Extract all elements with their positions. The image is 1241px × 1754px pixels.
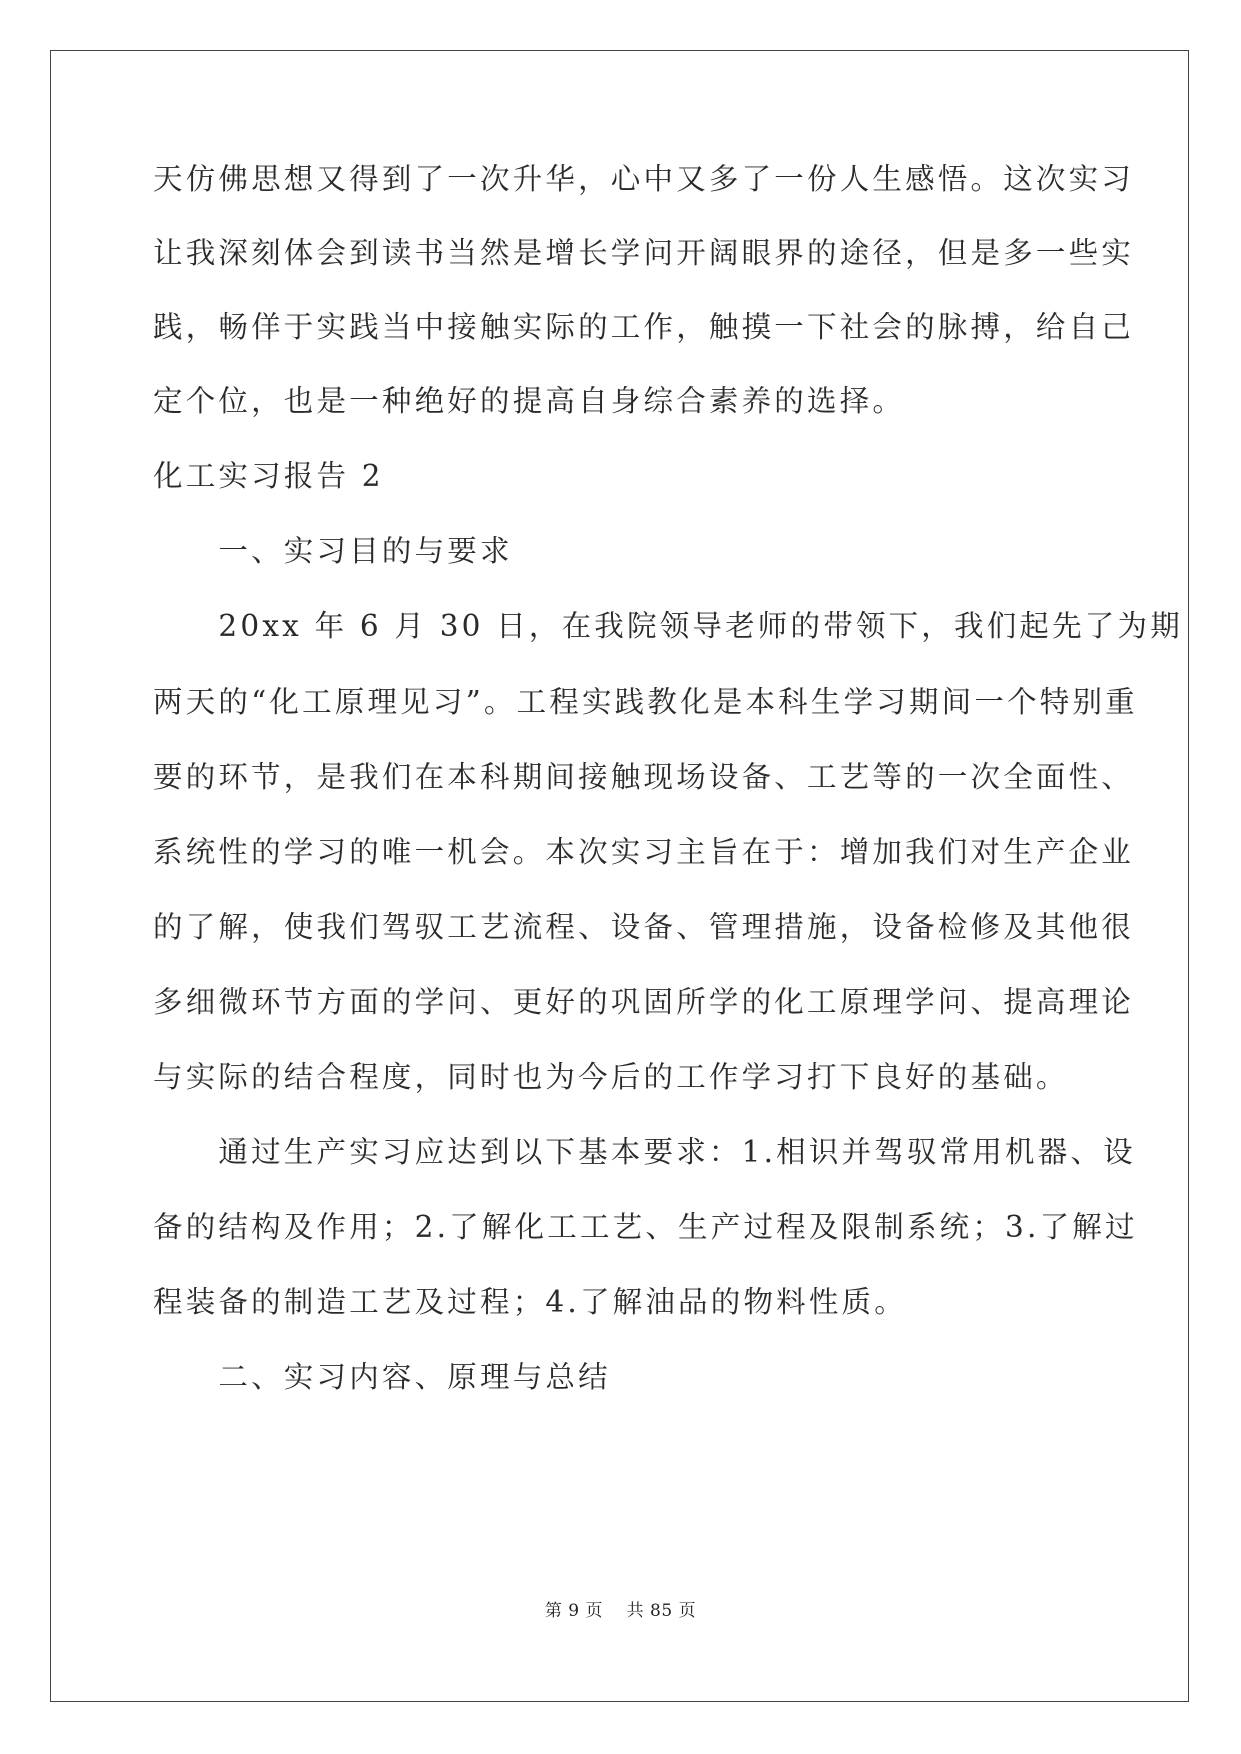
text-line: 两天的“化工原理见习”。工程实践教化是本科生学习期间一个特别重 [153, 685, 1138, 719]
text-line: 多细微环节方面的学问、更好的巩固所学的化工原理学问、提高理论 [153, 985, 1135, 1019]
section-title: 化工实习报告 2 [153, 459, 384, 493]
text-line: 让我深刻体会到读书当然是增长学问开阔眼界的途径，但是多一些实 [153, 236, 1135, 270]
text-line: 的了解，使我们驾驭工艺流程、设备、管理措施，设备检修及其他很 [153, 910, 1135, 944]
text-line: 天仿佛思想又得到了一次升华，心中又多了一份人生感悟。这次实习 [153, 162, 1135, 196]
text-line: 通过生产实习应达到以下基本要求：1.相识并驾驭常用机器、设 [153, 1135, 1136, 1169]
page-footer [0, 1596, 1241, 1621]
page-number: 第 9 页 [544, 1601, 604, 1621]
page-border [50, 50, 1189, 1702]
text-line: 程装备的制造工艺及过程；4.了解油品的物料性质。 [153, 1285, 907, 1319]
section-heading: 一、实习目的与要求 [153, 534, 513, 568]
text-line: 系统性的学习的唯一机会。本次实习主旨在于：增加我们对生产企业 [153, 835, 1135, 869]
text-line: 践，畅佯于实践当中接触实际的工作，触摸一下社会的脉搏，给自己 [153, 310, 1135, 344]
text-line: 20xx 年 6 月 30 日，在我院领导老师的带领下，我们起先了为期 [153, 609, 1183, 643]
text-line: 定个位，也是一种绝好的提高自身综合素养的选择。 [153, 384, 906, 418]
text-line: 备的结构及作用；2.了解化工工艺、生产过程及限制系统；3.了解过 [153, 1210, 1138, 1244]
text-line: 要的环节，是我们在本科期间接触现场设备、工艺等的一次全面性、 [153, 760, 1135, 794]
text-line: 与实际的结合程度，同时也为今后的工作学习打下良好的基础。 [153, 1060, 1069, 1094]
section-heading: 二、实习内容、原理与总结 [153, 1360, 611, 1394]
page-total: 共 85 页 [626, 1601, 697, 1621]
